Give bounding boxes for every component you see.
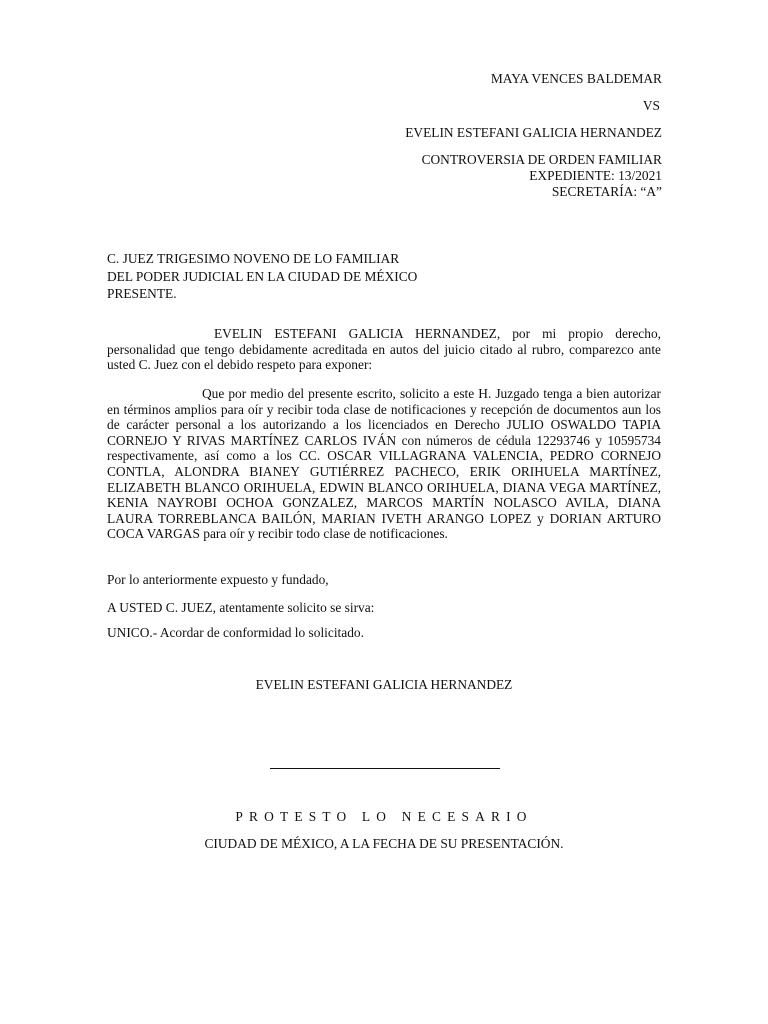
grounds-line: Por lo anteriormente expuesto y fundado, bbox=[107, 572, 329, 587]
intro-paragraph bbox=[107, 326, 661, 373]
caption-defendant: EVELIN ESTEFANI GALICIA HERNANDEZ bbox=[405, 125, 662, 140]
caption-file-number: EXPEDIENTE: 13/2021 bbox=[529, 168, 662, 183]
addressee-block bbox=[107, 250, 667, 303]
addressee-line-1: C. JUEZ TRIGESIMO NOVENO DE LO FAMILIAR bbox=[107, 251, 400, 266]
request-paragraph bbox=[107, 386, 661, 542]
caption-plaintiff: MAYA VENCES BALDEMAR bbox=[490, 71, 662, 86]
sole-point-line: UNICO.- Acordar de conformidad lo solicitado. bbox=[107, 625, 364, 640]
addressee-line-2: DEL PODER JUDICIAL EN LA CIUDAD DE MÉXICO bbox=[107, 268, 418, 284]
caption-versus: VS bbox=[642, 98, 660, 113]
intro-text: EVELIN ESTEFANI GALICIA HERNANDEZ, por mi propio derecho, personalidad que tengo debidamente acreditada en autos del juicio citado al rubro, comparezco ante usted C. Juez con el debido respeto para exponer: bbox=[107, 326, 661, 373]
petition-line: A USTED C. JUEZ, atentamente solicito se sirva: bbox=[107, 600, 375, 615]
addressee-line-3: PRESENTE. bbox=[107, 286, 177, 301]
caption-secretariat: SECRETARÍA: “A” bbox=[551, 184, 662, 199]
place-date-line: CIUDAD DE MÉXICO, A LA FECHA DE SU PRESENTACIÓN. bbox=[204, 836, 564, 851]
request-text: Que por medio del presente escrito, solicito a este H. Juzgado tenga a bien autorizar en términos amplios para oír y recibir toda clase de notificaciones y recepción de documentos aun los de carácter personal a los autorizando a los licenciados en Derecho JULIO OSWALDO TAPIA CORNEJO Y RIVAS MARTÍNEZ CARLOS IVÁN con números de cédula 12293746 y 10595734 respectivamente, así como a los CC. OSCAR VILLAGRANA VALENCIA, PEDRO CORNEJO CONTLA, ALONDRA BIANEY GUTIÉRREZ PACHECO, ERIK ORIHUELA MARTÍNEZ, ELIZABETH BLANCO ORIHUELA, EDWIN BLANCO ORIHUELA, DIANA VEGA MARTÍNEZ, KENIA NAYROBI OCHOA GONZALEZ, MARCOS MARTÍN NOLASCO AVILA, DIANA LAURA TORREBLANCA BAILÓN, MARIAN IVETH ARANGO LOPEZ y DORIAN ARTURO COCA VARGAS para oír y recibir todo clase de notificaciones. bbox=[107, 386, 661, 542]
signature-line bbox=[270, 768, 500, 769]
signatory-name: EVELIN ESTEFANI GALICIA HERNANDEZ bbox=[255, 677, 513, 692]
caption-case-type: CONTROVERSIA DE ORDEN FAMILIAR bbox=[421, 152, 662, 167]
protest-statement: PROTESTO LO NECESARIO bbox=[235, 809, 533, 824]
